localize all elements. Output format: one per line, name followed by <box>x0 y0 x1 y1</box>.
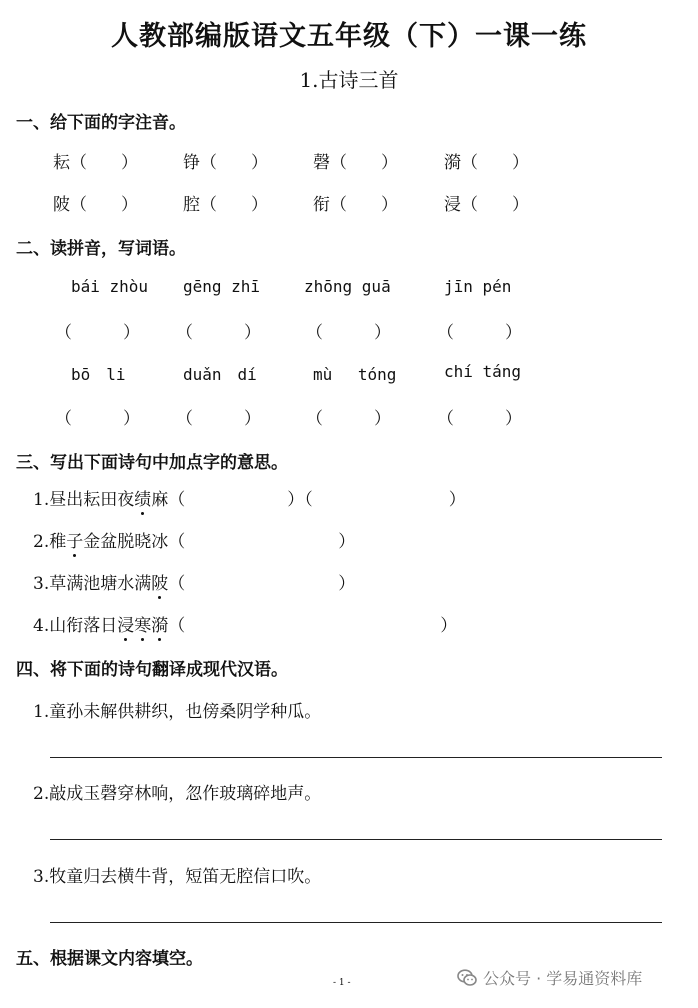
answer-blank: （ ） <box>176 323 261 343</box>
dotted-char: 漪 <box>151 611 168 636</box>
verse-text: 山衔落日 <box>49 616 118 636</box>
verse-text: 稚 <box>49 532 67 552</box>
answer-blank: （ ） <box>55 323 140 343</box>
answer-blank: ） <box>185 574 356 594</box>
char-item: 浸（ ） <box>444 195 529 215</box>
section-1-heading: 一、给下面的字注音。 <box>16 113 186 133</box>
dotted-char: 浸 <box>117 611 134 636</box>
watermark-text: 公众号 · 学易通资料库 <box>483 969 643 988</box>
char-item: 衔（ ） <box>313 195 398 215</box>
answer-blank: ）（ ） <box>185 490 466 510</box>
question-number: 2. <box>33 532 50 552</box>
translation-question-3: 3.牧童归去横牛背，短笛无腔信口吹。 <box>33 867 322 887</box>
answer-line <box>50 757 662 758</box>
question-number: 4. <box>33 616 50 636</box>
dotted-char: 陂 <box>151 569 168 594</box>
verse-text: 麻（ <box>151 490 186 510</box>
section-4-heading: 四、将下面的诗句翻译成现代汉语。 <box>16 660 288 680</box>
watermark <box>457 966 642 991</box>
verse-text: 昼出耘田夜 <box>49 490 135 510</box>
dotted-char: 子 <box>66 527 83 552</box>
pinyin-item: bō li <box>71 365 126 384</box>
question-number: 1. <box>33 490 50 510</box>
answer-blank: （ ） <box>437 323 522 343</box>
char-item: 漪（ ） <box>444 153 529 173</box>
answer-blank: （ ） <box>306 409 391 429</box>
section-2-heading: 二、读拼音，写词语。 <box>16 239 186 259</box>
translation-question-1: 1.童孙未解供耕织，也傍桑阴学种瓜。 <box>33 702 322 722</box>
answer-blank: ） <box>185 532 356 552</box>
dotted-char: 寒 <box>134 611 151 636</box>
answer-blank: （ ） <box>176 409 261 429</box>
answer-line <box>50 922 662 923</box>
page-number: - 1 - <box>333 978 351 988</box>
verse-text: 草满池塘水满 <box>49 574 152 594</box>
wechat-icon <box>457 969 477 991</box>
verse-text: （ <box>168 574 186 594</box>
translation-question-2: 2.敲成玉磬穿林响，忽作玻璃碎地声。 <box>33 784 322 804</box>
question-number: 3. <box>33 574 50 594</box>
dotted-char: 绩 <box>134 485 151 510</box>
pinyin-item: mù tóng <box>313 365 397 384</box>
pinyin-item: bái zhòu <box>71 277 149 296</box>
char-item: 磬（ ） <box>313 153 398 173</box>
char-item: 铮（ ） <box>183 153 268 173</box>
verse-text: 金盆脱晓冰（ <box>83 532 186 552</box>
meaning-question-1 <box>33 485 466 510</box>
pinyin-item: gēng zhī <box>183 277 261 296</box>
answer-blank: （ ） <box>437 409 522 429</box>
pinyin-item: jīn pén <box>444 277 512 296</box>
page-title: 人教部编版语文五年级（下）一课一练 <box>111 21 587 52</box>
section-5-heading: 五、根据课文内容填空。 <box>16 949 203 969</box>
pinyin-item: duǎn dí <box>183 365 257 384</box>
meaning-question-2 <box>33 527 355 552</box>
pinyin-item: zhōng guā <box>304 277 391 296</box>
answer-line <box>50 839 662 840</box>
pinyin-item: chí táng <box>444 362 522 381</box>
section-3-heading: 三、写出下面诗句中加点字的意思。 <box>16 453 288 473</box>
answer-blank: （ ） <box>306 323 391 343</box>
answer-blank: ） <box>185 616 458 636</box>
meaning-question-4 <box>33 611 457 636</box>
char-item: 腔（ ） <box>183 195 268 215</box>
verse-text: （ <box>168 616 186 636</box>
lesson-title: 1.古诗三首 <box>299 68 399 92</box>
char-item: 陂（ ） <box>53 195 138 215</box>
char-item: 耘（ ） <box>53 153 138 173</box>
meaning-question-3 <box>33 569 355 594</box>
answer-blank: （ ） <box>55 409 140 429</box>
